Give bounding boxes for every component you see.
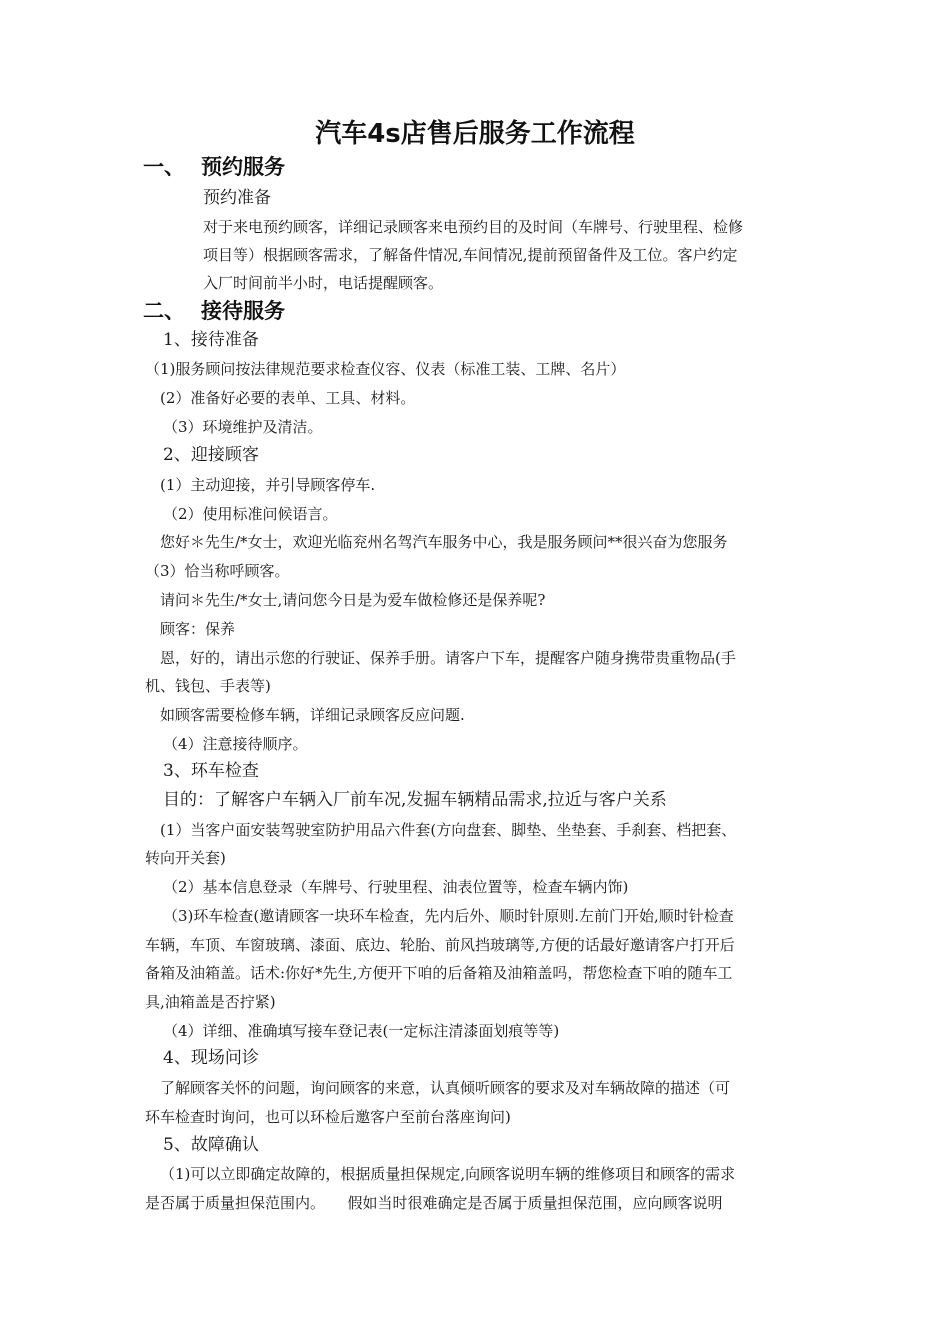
body-line: 机、钱包、手表等): [145, 677, 271, 695]
body-line: （3）恰当称呼顾客。: [145, 562, 290, 580]
section-heading-2: [143, 296, 285, 326]
body-line: （2）基本信息登录（车牌号、行驶里程、油表位置等，检查车辆内饰): [163, 878, 629, 896]
body-line: 了解顾客关怀的问题，询问顾客的来意，认真倾听顾客的要求及对车辆故障的描述（可: [160, 1079, 731, 1097]
body-line: 如顾客需要检修车辆，详细记录顾客反应问题.: [160, 706, 465, 724]
section-label: 接待服务: [201, 299, 285, 323]
body-line: 顾客：保养: [160, 620, 236, 638]
body-line: （3)环车检查(邀请顾客一块环车检查，先内后外、顺时针原则.左前门开始,顺时针检查: [163, 907, 734, 925]
body-line: （1)服务顾问按法律规范要求检查仪容、仪表（标准工装、工牌、名片）: [145, 360, 626, 378]
subheading-line: 4、现场问诊: [163, 1048, 259, 1068]
subheading-line: 3、环车检查: [163, 761, 259, 781]
document-title: 汽车4s店售后服务工作流程: [315, 119, 635, 149]
body-line: 转向开关套): [145, 849, 226, 867]
section-heading-1: [143, 152, 285, 182]
body-line: 恩，好的，请出示您的行驶证、保养手册。请客户下车，提醒客户随身携带贵重物品(手: [160, 649, 736, 667]
body-line: （3）环境维护及清洁。: [163, 418, 323, 436]
body-line: （1)可以立即确定故障的，根据质量担保规定,向顾客说明车辆的维修项目和顾客的需求: [160, 1165, 736, 1183]
subheading-line: 5、故障确认: [163, 1135, 259, 1155]
purpose-line: 目的：了解客户车辆入厂前车况,发掘车辆精品需求,拉近与客户关系: [163, 790, 667, 810]
body-line: (1）主动迎接，并引导顾客停车.: [160, 476, 376, 494]
subheading-line: 预约准备: [203, 188, 271, 208]
body-line: 项目等）根据顾客需求，了解备件情况,车间情况,提前预留备件及工位。客户约定: [203, 246, 738, 264]
body-line: 环车检查时询问，也可以环检后邀客户至前台落座询问): [145, 1108, 511, 1126]
body-line: （2）使用标准问候语言。: [163, 505, 338, 523]
section-number: 二、: [143, 299, 185, 323]
body-line: 车辆，车顶、车窗玻璃、漆面、底边、轮胎、前风挡玻璃等,方便的话最好邀请客户打开后: [145, 936, 735, 954]
body-line: 对于来电预约顾客，详细记录顾客来电预约目的及时间（车牌号、行驶里程、检修: [203, 218, 744, 236]
section-number: 一、: [143, 155, 185, 179]
subheading-line: 1、接待准备: [163, 330, 259, 350]
body-line: （4）注意接待顺序。: [163, 735, 308, 753]
subheading-line: 2、迎接顾客: [163, 445, 259, 465]
body-line: 具,油箱盖是否拧紧): [145, 993, 276, 1011]
body-line: 请问＊先生/*女士,请问您今日是为爱车做检修还是保养呢?: [160, 591, 546, 609]
section-label: 预约服务: [201, 155, 285, 179]
body-line: 入厂时间前半小时，电话提醒顾客。: [203, 274, 444, 292]
body-line: 备箱及油箱盖。话术:你好*先生,方便开下咱的后备箱及油箱盖吗，帮您检查下咱的随车工: [145, 964, 733, 982]
body-line: (2）准备好必要的表单、工具、材料。: [160, 389, 416, 407]
body-line: (1）当客户面安装驾驶室防护用品六件套(方向盘套、脚垫、坐垫套、手刹套、档把套、: [160, 821, 737, 839]
body-line: （4）详细、准确填写接车登记表(一定标注清漆面划痕等等): [163, 1022, 560, 1040]
body-line: 是否属于质量担保范围内。 假如当时很难确定是否属于质量担保范围，应向顾客说明: [145, 1194, 723, 1212]
body-line: 您好＊先生/*女士，欢迎光临兖州名驾汽车服务中心，我是服务顾问**很兴奋为您服务: [160, 533, 728, 551]
